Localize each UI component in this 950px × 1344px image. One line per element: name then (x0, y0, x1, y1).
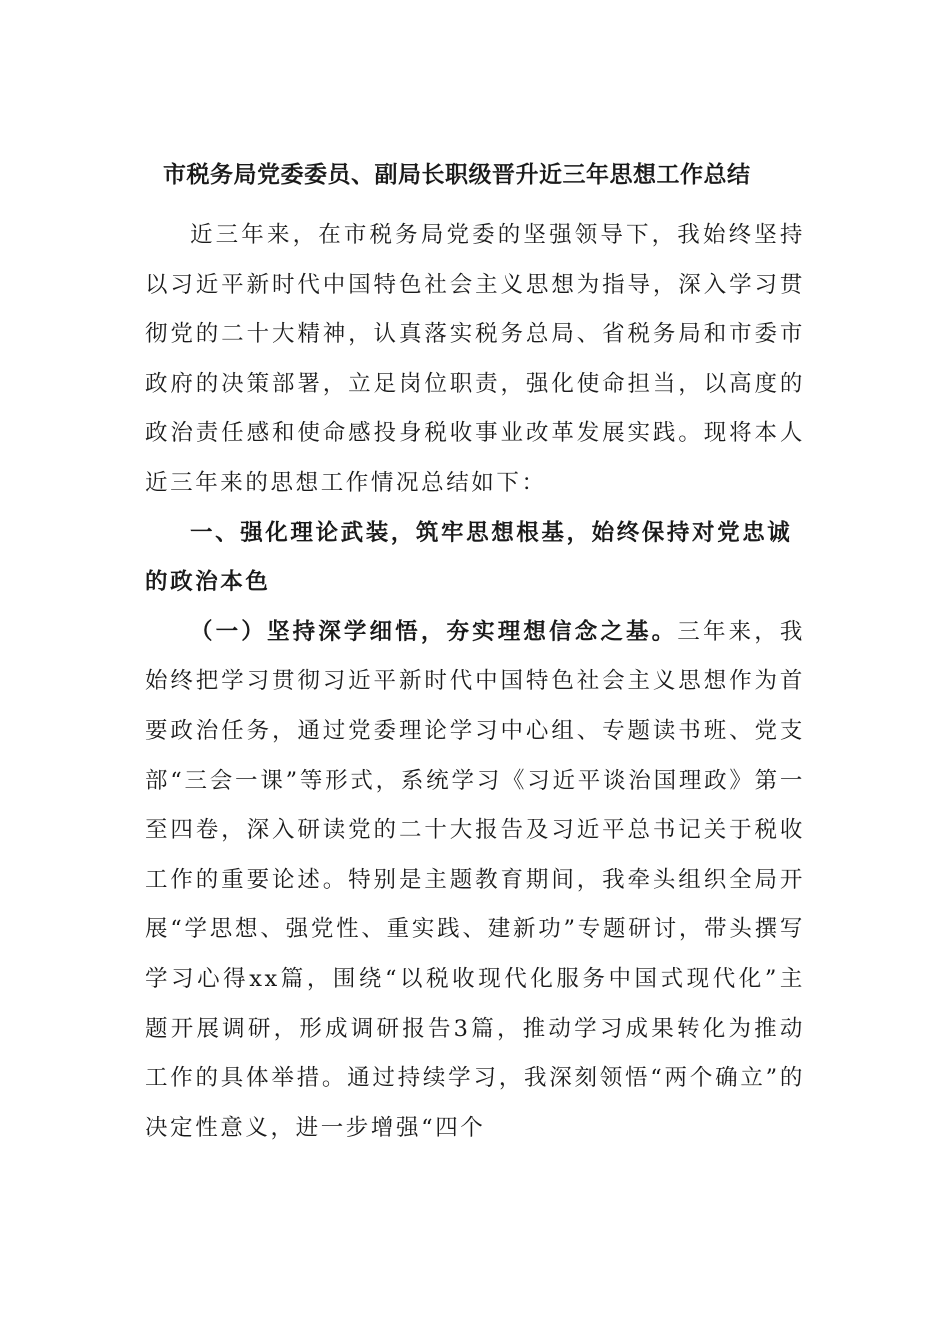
subsection-body: 三年来，我始终把学习贯彻习近平新时代中国特色社会主义思想作为首要政治任务，通过党委理论学习中心组、专题读书班、党支部“三会一课”等形式，系统学习《习近平谈治国理政》第一至四卷，深入研读党的二十大报告及习近平总书记关于税收工作的重要论述。特别是主题教育期间，我牵头组织全局开展“学思想、强党性、重实践、建新功”专题研讨，带头撰写学习心得xx篇，围绕“以税收现代化服务中国式现代化”主题开展调研，形成调研报告3篇，推动学习成果转化为推动工作的具体举措。通过持续学习，我深刻领悟“两个确立”的决定性意义，进一步增强“四个 (145, 618, 805, 1141)
intro-paragraph: 近三年来，在市税务局党委的坚强领导下，我始终坚持以习近平新时代中国特色社会主义思想为指导，深入学习贯彻党的二十大精神，认真落实税务总局、省税务局和市委市政府的决策部署，立足岗位职责，强化使命担当，以高度的政治责任感和使命感投身税收事业改革发展实践。现将本人近三年来的思想工作情况总结如下： (145, 222, 805, 496)
document-title: 市税务局党委委员、副局长职级晋升近三年思想工作总结 (163, 161, 751, 188)
subsection-lead: （一）坚持深学细悟，夯实理想信念之基。 (190, 618, 678, 645)
section-heading: 一、强化理论武装，筑牢思想根基，始终保持对党忠诚的政治本色 (145, 519, 793, 596)
subsection-paragraph (145, 608, 805, 1154)
document-body (145, 152, 805, 1153)
